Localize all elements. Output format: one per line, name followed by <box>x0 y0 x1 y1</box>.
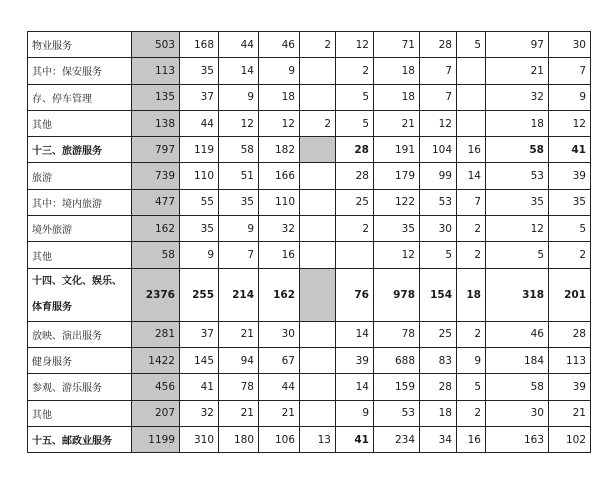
table-cell: 21 <box>259 400 300 426</box>
table-cell: 162 <box>259 268 300 321</box>
table-cell: 7 <box>219 242 259 268</box>
row-label: 放映、演出服务 <box>28 321 132 347</box>
table-cell: 5 <box>486 242 549 268</box>
table-row <box>28 321 591 347</box>
table-cell: 1199 <box>132 426 180 452</box>
table-cell: 67 <box>259 347 300 373</box>
table-cell <box>300 321 336 347</box>
table-cell: 119 <box>180 137 219 163</box>
table-cell: 35 <box>374 216 420 242</box>
table-cell: 21 <box>486 58 549 84</box>
table-cell: 102 <box>549 426 591 452</box>
table-cell: 154 <box>420 268 457 321</box>
table-cell <box>457 84 486 110</box>
table-cell: 7 <box>457 189 486 215</box>
table-row <box>28 268 591 321</box>
table-cell: 5 <box>457 374 486 400</box>
table-cell: 18 <box>486 110 549 136</box>
table-cell: 55 <box>180 189 219 215</box>
row-label-line-2: 体育服务 <box>32 301 72 313</box>
table-cell: 28 <box>549 321 591 347</box>
table-cell: 2 <box>457 216 486 242</box>
table-cell: 30 <box>420 216 457 242</box>
table-cell: 32 <box>180 400 219 426</box>
row-label: 十五、邮政业服务 <box>28 426 132 452</box>
table-cell: 39 <box>549 374 591 400</box>
table-cell: 179 <box>374 163 420 189</box>
table-cell: 58 <box>486 374 549 400</box>
table-cell: 53 <box>486 163 549 189</box>
table-cell: 2 <box>457 242 486 268</box>
table-cell: 32 <box>486 84 549 110</box>
table-cell: 5 <box>549 216 591 242</box>
table-cell <box>300 400 336 426</box>
table-cell: 191 <box>374 137 420 163</box>
table-cell: 113 <box>549 347 591 373</box>
row-label: 其他 <box>28 242 132 268</box>
table-row <box>28 163 591 189</box>
table-cell: 18 <box>420 400 457 426</box>
table-cell <box>457 110 486 136</box>
table-cell: 214 <box>219 268 259 321</box>
table-cell: 113 <box>132 58 180 84</box>
row-label: 其中：保安服务 <box>28 58 132 84</box>
table-row <box>28 347 591 373</box>
table-cell: 12 <box>336 32 374 58</box>
table-cell: 21 <box>374 110 420 136</box>
table-cell: 135 <box>132 84 180 110</box>
table-cell: 2376 <box>132 268 180 321</box>
table-cell: 2 <box>457 400 486 426</box>
table-cell: 28 <box>420 374 457 400</box>
row-label-line-1: 十四、文化、娱乐、 <box>32 275 122 287</box>
table-cell: 14 <box>336 321 374 347</box>
table-cell: 97 <box>486 32 549 58</box>
table-row <box>28 32 591 58</box>
table-cell: 503 <box>132 32 180 58</box>
table-cell: 12 <box>549 110 591 136</box>
table-cell: 35 <box>180 58 219 84</box>
table-row <box>28 84 591 110</box>
table-cell: 9 <box>180 242 219 268</box>
table-cell: 477 <box>132 189 180 215</box>
row-label: 其他 <box>28 110 132 136</box>
table-row <box>28 374 591 400</box>
table-cell: 162 <box>132 216 180 242</box>
table-cell: 83 <box>420 347 457 373</box>
table-cell: 163 <box>486 426 549 452</box>
table-row <box>28 216 591 242</box>
table-row <box>28 110 591 136</box>
table-cell: 25 <box>336 189 374 215</box>
table-cell: 255 <box>180 268 219 321</box>
table-cell: 739 <box>132 163 180 189</box>
table-cell: 28 <box>336 163 374 189</box>
table-cell: 159 <box>374 374 420 400</box>
table-cell: 35 <box>219 189 259 215</box>
table-row <box>28 426 591 452</box>
row-label: 其他 <box>28 400 132 426</box>
table-cell <box>300 189 336 215</box>
table-cell: 978 <box>374 268 420 321</box>
table-cell: 13 <box>300 426 336 452</box>
table-cell: 41 <box>549 137 591 163</box>
table-cell: 78 <box>374 321 420 347</box>
table-cell <box>300 242 336 268</box>
table-cell: 2 <box>549 242 591 268</box>
table-cell: 2 <box>300 32 336 58</box>
table-cell: 76 <box>336 268 374 321</box>
table-cell <box>457 58 486 84</box>
table-cell: 207 <box>132 400 180 426</box>
table-cell: 18 <box>374 84 420 110</box>
table-cell: 2 <box>336 58 374 84</box>
table-cell: 18 <box>374 58 420 84</box>
table-cell: 46 <box>486 321 549 347</box>
table-cell: 32 <box>259 216 300 242</box>
row-label <box>28 268 132 321</box>
table-cell: 168 <box>180 32 219 58</box>
table-cell: 122 <box>374 189 420 215</box>
row-label: 十三、旅游服务 <box>28 137 132 163</box>
table-cell: 166 <box>259 163 300 189</box>
table-cell <box>300 347 336 373</box>
table-cell: 44 <box>259 374 300 400</box>
table-row <box>28 189 591 215</box>
table-cell: 58 <box>219 137 259 163</box>
table-cell: 18 <box>259 84 300 110</box>
table-cell: 456 <box>132 374 180 400</box>
table-cell: 184 <box>486 347 549 373</box>
table-cell: 12 <box>374 242 420 268</box>
table-cell: 310 <box>180 426 219 452</box>
table-cell: 9 <box>336 400 374 426</box>
row-label: 境外旅游 <box>28 216 132 242</box>
table-cell: 16 <box>457 426 486 452</box>
table-cell: 39 <box>549 163 591 189</box>
table-row <box>28 242 591 268</box>
row-label: 存、停车管理 <box>28 84 132 110</box>
table-cell: 138 <box>132 110 180 136</box>
table-cell: 180 <box>219 426 259 452</box>
table-cell: 53 <box>374 400 420 426</box>
table-cell: 35 <box>486 189 549 215</box>
table-cell: 35 <box>549 189 591 215</box>
table-cell: 7 <box>420 58 457 84</box>
row-label: 健身服务 <box>28 347 132 373</box>
table-row <box>28 137 591 163</box>
table-cell: 14 <box>457 163 486 189</box>
table-cell: 106 <box>259 426 300 452</box>
table-cell: 16 <box>457 137 486 163</box>
table-cell <box>300 58 336 84</box>
table-cell: 234 <box>374 426 420 452</box>
table-cell: 2 <box>457 321 486 347</box>
table-cell: 318 <box>486 268 549 321</box>
table-cell: 9 <box>219 216 259 242</box>
table-cell: 28 <box>420 32 457 58</box>
table-cell: 281 <box>132 321 180 347</box>
table-cell <box>336 242 374 268</box>
table-cell: 58 <box>132 242 180 268</box>
table-cell: 7 <box>549 58 591 84</box>
table-cell: 30 <box>549 32 591 58</box>
table-cell: 18 <box>457 268 486 321</box>
table-cell <box>300 137 336 163</box>
table-cell: 797 <box>132 137 180 163</box>
table-cell: 41 <box>336 426 374 452</box>
table-cell: 39 <box>336 347 374 373</box>
table-cell: 12 <box>259 110 300 136</box>
table-cell: 110 <box>180 163 219 189</box>
table-cell: 9 <box>219 84 259 110</box>
table-cell: 145 <box>180 347 219 373</box>
table-cell: 44 <box>219 32 259 58</box>
table-cell <box>300 268 336 321</box>
table-cell: 2 <box>300 110 336 136</box>
table-cell: 58 <box>486 137 549 163</box>
table-cell: 44 <box>180 110 219 136</box>
table-cell: 51 <box>219 163 259 189</box>
table-cell: 5 <box>336 110 374 136</box>
table-cell: 12 <box>420 110 457 136</box>
table-cell <box>300 216 336 242</box>
table-cell: 9 <box>259 58 300 84</box>
row-label: 旅游 <box>28 163 132 189</box>
table-cell: 1422 <box>132 347 180 373</box>
table-cell: 78 <box>219 374 259 400</box>
table-cell: 12 <box>486 216 549 242</box>
table-cell: 21 <box>219 321 259 347</box>
table-cell: 46 <box>259 32 300 58</box>
table-cell: 5 <box>457 32 486 58</box>
table-cell: 16 <box>259 242 300 268</box>
table-cell <box>300 163 336 189</box>
table-cell: 28 <box>336 137 374 163</box>
table-cell: 21 <box>219 400 259 426</box>
table-cell: 2 <box>336 216 374 242</box>
table-cell: 9 <box>549 84 591 110</box>
table-cell: 30 <box>486 400 549 426</box>
table-cell <box>300 84 336 110</box>
statistics-table <box>27 31 591 453</box>
row-label: 其中：境内旅游 <box>28 189 132 215</box>
table-row <box>28 58 591 84</box>
table-cell: 35 <box>180 216 219 242</box>
table-cell: 12 <box>219 110 259 136</box>
table-cell: 99 <box>420 163 457 189</box>
table-cell: 37 <box>180 84 219 110</box>
table-cell: 30 <box>259 321 300 347</box>
table-cell: 104 <box>420 137 457 163</box>
table-cell: 110 <box>259 189 300 215</box>
row-label: 参观、游乐服务 <box>28 374 132 400</box>
table-cell: 9 <box>457 347 486 373</box>
table-cell: 53 <box>420 189 457 215</box>
table-cell <box>300 374 336 400</box>
table-cell: 182 <box>259 137 300 163</box>
table-cell: 71 <box>374 32 420 58</box>
table-cell: 41 <box>180 374 219 400</box>
table-cell: 5 <box>336 84 374 110</box>
table-cell: 34 <box>420 426 457 452</box>
table-cell: 7 <box>420 84 457 110</box>
table-cell: 25 <box>420 321 457 347</box>
table-cell: 688 <box>374 347 420 373</box>
table-cell: 21 <box>549 400 591 426</box>
table-cell: 37 <box>180 321 219 347</box>
table-cell: 94 <box>219 347 259 373</box>
table-cell: 14 <box>336 374 374 400</box>
table-cell: 5 <box>420 242 457 268</box>
table-row <box>28 400 591 426</box>
row-label: 物业服务 <box>28 32 132 58</box>
table-cell: 14 <box>219 58 259 84</box>
table-cell: 201 <box>549 268 591 321</box>
